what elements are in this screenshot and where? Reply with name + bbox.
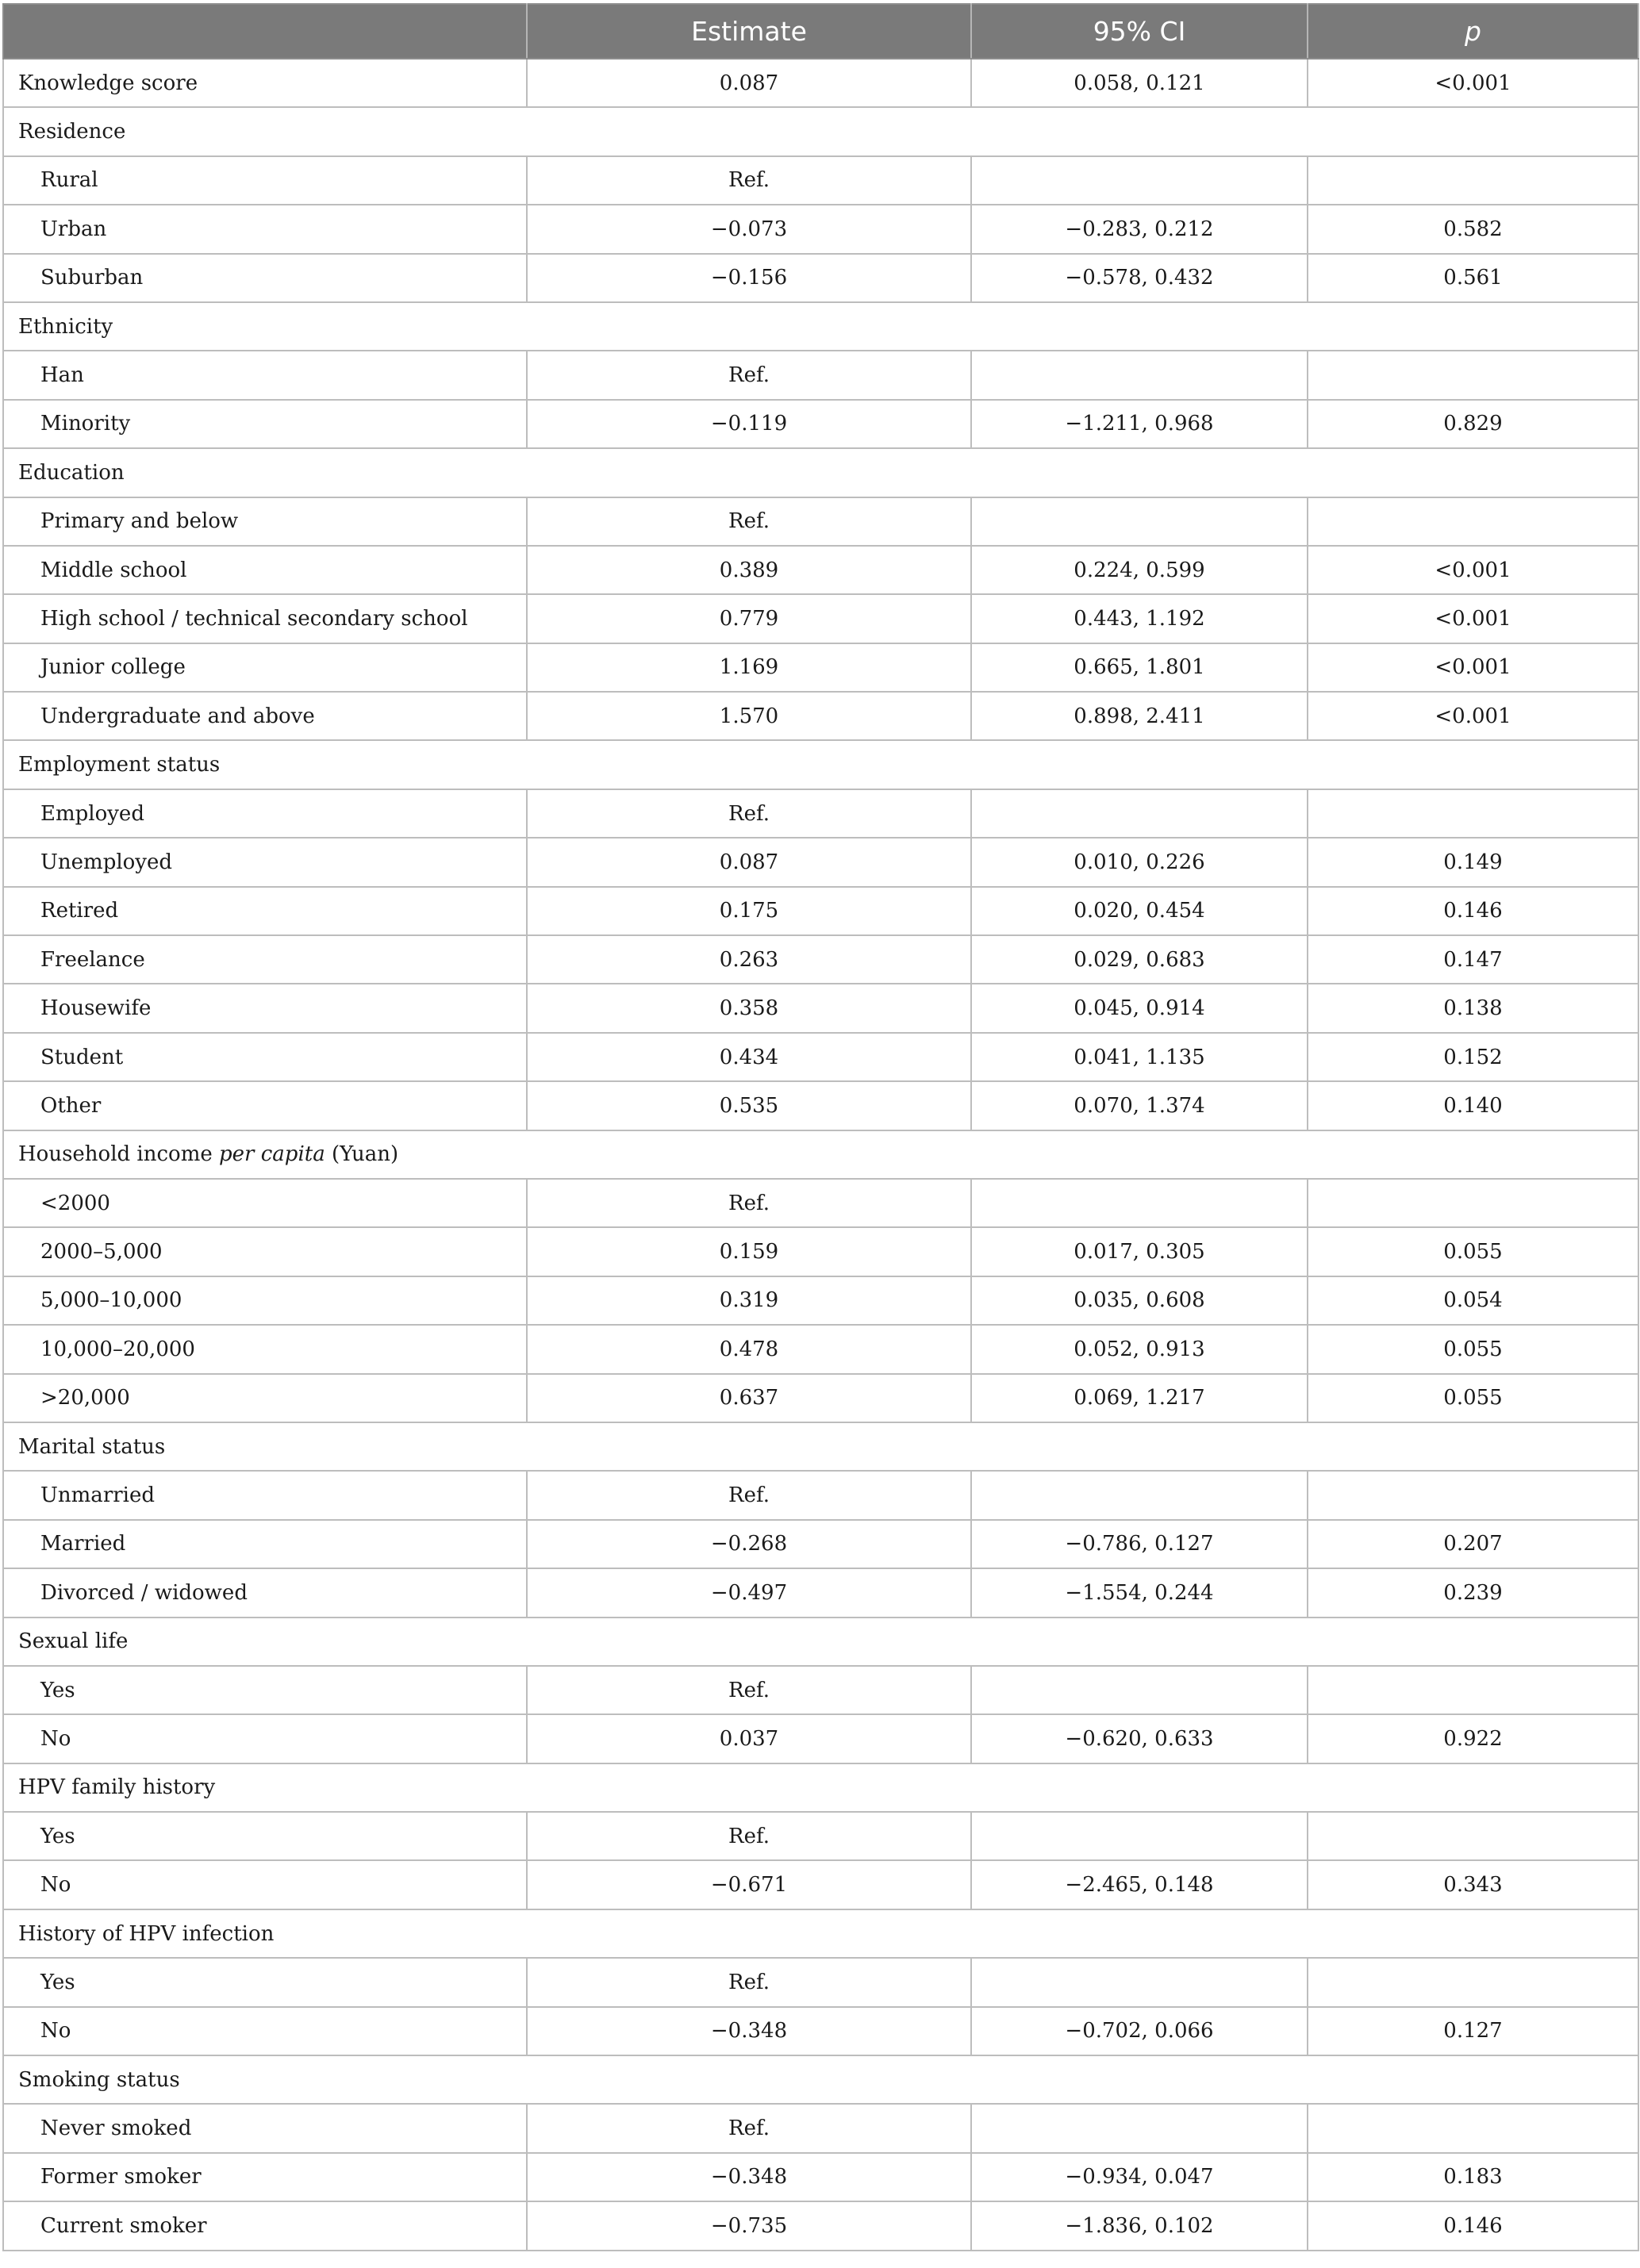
ci-cell: 0.041, 1.135 <box>971 1033 1308 1081</box>
ci-cell: 0.224, 0.599 <box>971 546 1308 594</box>
estimate-cell: −0.671 <box>527 1860 971 1909</box>
ci-cell: 0.052, 0.913 <box>971 1325 1308 1373</box>
p-value-cell: 0.055 <box>1308 1227 1638 1276</box>
category-row <box>3 351 1638 399</box>
estimate-cell: 0.389 <box>527 546 971 594</box>
category-row <box>3 205 1638 253</box>
ci-cell <box>971 1471 1308 1519</box>
row-label: Yes <box>3 1812 527 1860</box>
p-value-cell <box>1308 789 1638 838</box>
estimate-cell: Ref. <box>527 497 971 546</box>
group-label-text: History of HPV infection <box>18 1921 275 1946</box>
row-label: No <box>3 1860 527 1909</box>
p-value-cell: 0.147 <box>1308 935 1638 984</box>
row-label: No <box>3 2007 527 2055</box>
p-value-cell: 0.922 <box>1308 1714 1638 1763</box>
row-label: Other <box>3 1081 527 1130</box>
row-label: Freelance <box>3 935 527 984</box>
group-label <box>3 448 1638 497</box>
category-row <box>3 887 1638 935</box>
estimate-cell: −0.073 <box>527 205 971 253</box>
category-row <box>3 2104 1638 2152</box>
p-value-cell: 0.343 <box>1308 1860 1638 1909</box>
p-value-cell <box>1308 156 1638 205</box>
category-row <box>3 546 1638 594</box>
group-label-italic: per capita <box>219 1142 325 1167</box>
group-label-text: Smoking status <box>18 2067 180 2092</box>
category-row <box>3 254 1638 302</box>
category-row <box>3 1958 1638 2006</box>
category-row <box>3 1812 1638 1860</box>
group-header-row <box>3 448 1638 497</box>
p-value-cell: 0.140 <box>1308 1081 1638 1130</box>
group-label <box>3 1130 1638 1179</box>
estimate-cell: Ref. <box>527 351 971 399</box>
row-label: Primary and below <box>3 497 527 546</box>
estimate-cell: 1.169 <box>527 643 971 692</box>
group-label <box>3 1422 1638 1471</box>
category-row <box>3 692 1638 740</box>
category-row <box>3 1520 1638 1568</box>
estimate-cell: −0.348 <box>527 2007 971 2055</box>
category-row <box>3 1081 1638 1130</box>
ci-cell: 0.029, 0.683 <box>971 935 1308 984</box>
estimate-cell: Ref. <box>527 1666 971 1714</box>
row-label: Housewife <box>3 984 527 1032</box>
header-ci: 95% CI <box>971 4 1308 59</box>
category-row <box>3 2153 1638 2201</box>
ci-cell <box>971 789 1308 838</box>
table-body <box>3 59 1638 2251</box>
estimate-cell: −0.268 <box>527 1520 971 1568</box>
estimate-cell: 0.159 <box>527 1227 971 1276</box>
row-label: High school / technical secondary school <box>3 594 527 643</box>
row-label: Unemployed <box>3 838 527 886</box>
estimate-cell: Ref. <box>527 1179 971 1227</box>
header-row <box>3 4 1638 59</box>
group-label-text: Education <box>18 460 125 485</box>
row-label: Retired <box>3 887 527 935</box>
group-label-text: Sexual life <box>18 1629 129 1654</box>
header-p-value: p <box>1308 4 1638 59</box>
p-value-cell: 0.829 <box>1308 400 1638 448</box>
ci-cell: 0.069, 1.217 <box>971 1374 1308 1422</box>
header-variable <box>3 4 527 59</box>
estimate-cell: Ref. <box>527 1958 971 2006</box>
row-label: Han <box>3 351 527 399</box>
ci-cell: −0.578, 0.432 <box>971 254 1308 302</box>
estimate-cell: −0.119 <box>527 400 971 448</box>
group-label-text: HPV family history <box>18 1775 216 1800</box>
row-label: Former smoker <box>3 2153 527 2201</box>
estimate-cell: 0.319 <box>527 1276 971 1325</box>
row-label: Yes <box>3 1666 527 1714</box>
ci-cell <box>971 1179 1308 1227</box>
ci-cell: 0.898, 2.411 <box>971 692 1308 740</box>
row-label: Urban <box>3 205 527 253</box>
ci-cell <box>971 1958 1308 2006</box>
category-row <box>3 1033 1638 1081</box>
group-label-text: Household income <box>18 1142 220 1167</box>
category-row <box>3 2007 1638 2055</box>
category-row <box>3 594 1638 643</box>
category-row <box>3 1568 1638 1617</box>
p-value-cell: <0.001 <box>1308 546 1638 594</box>
group-label-text: Residence <box>18 120 126 144</box>
category-row <box>3 789 1638 838</box>
category-row <box>3 1179 1638 1227</box>
category-row <box>3 984 1638 1032</box>
category-row <box>3 1860 1638 1909</box>
ci-cell: 0.665, 1.801 <box>971 643 1308 692</box>
category-row <box>3 838 1638 886</box>
ci-cell: −1.836, 0.102 <box>971 2201 1308 2250</box>
p-value-cell: <0.001 <box>1308 692 1638 740</box>
category-row <box>3 156 1638 205</box>
estimate-cell: Ref. <box>527 1812 971 1860</box>
group-header-row <box>3 302 1638 351</box>
row-label: Rural <box>3 156 527 205</box>
estimate-cell: 0.637 <box>527 1374 971 1422</box>
group-header-row <box>3 740 1638 789</box>
ci-cell: 0.010, 0.226 <box>971 838 1308 886</box>
group-label <box>3 107 1638 155</box>
estimate-cell: −0.348 <box>527 2153 971 2201</box>
group-header-row <box>3 107 1638 155</box>
category-row <box>3 935 1638 984</box>
row-label: Minority <box>3 400 527 448</box>
category-row <box>3 1227 1638 1276</box>
estimate-cell: 0.263 <box>527 935 971 984</box>
ci-cell <box>971 2104 1308 2152</box>
ci-cell: 0.070, 1.374 <box>971 1081 1308 1130</box>
estimate-cell: −0.156 <box>527 254 971 302</box>
category-row <box>3 497 1638 546</box>
p-value-cell <box>1308 1958 1638 2006</box>
row-label: Yes <box>3 1958 527 2006</box>
row-label: Never smoked <box>3 2104 527 2152</box>
ci-cell <box>971 351 1308 399</box>
p-value-cell: 0.207 <box>1308 1520 1638 1568</box>
ci-cell: −0.283, 0.212 <box>971 205 1308 253</box>
estimate-cell: 0.087 <box>527 59 971 107</box>
p-value-cell: <0.001 <box>1308 59 1638 107</box>
ci-cell: 0.443, 1.192 <box>971 594 1308 643</box>
row-label: 10,000–20,000 <box>3 1325 527 1373</box>
p-value-cell: 0.055 <box>1308 1374 1638 1422</box>
ci-cell: −1.211, 0.968 <box>971 400 1308 448</box>
group-label <box>3 1763 1638 1812</box>
ci-cell: −0.702, 0.066 <box>971 2007 1308 2055</box>
p-value-cell <box>1308 2104 1638 2152</box>
header-estimate: Estimate <box>527 4 971 59</box>
ci-cell <box>971 1666 1308 1714</box>
group-header-row <box>3 1618 1638 1666</box>
group-header-row <box>3 2055 1638 2104</box>
ci-cell: 0.035, 0.608 <box>971 1276 1308 1325</box>
estimate-cell: 0.175 <box>527 887 971 935</box>
p-value-cell: 0.138 <box>1308 984 1638 1032</box>
group-label <box>3 740 1638 789</box>
row-label: Married <box>3 1520 527 1568</box>
p-value-cell <box>1308 1812 1638 1860</box>
row-label: >20,000 <box>3 1374 527 1422</box>
estimate-cell: 0.535 <box>527 1081 971 1130</box>
table-header <box>3 4 1638 59</box>
p-value-cell: <0.001 <box>1308 643 1638 692</box>
ci-cell: −0.620, 0.633 <box>971 1714 1308 1763</box>
category-row <box>3 1471 1638 1519</box>
category-row <box>3 2201 1638 2250</box>
row-label: Undergraduate and above <box>3 692 527 740</box>
p-value-cell: 0.152 <box>1308 1033 1638 1081</box>
p-value-cell <box>1308 1179 1638 1227</box>
group-label <box>3 302 1638 351</box>
row-label: Employed <box>3 789 527 838</box>
estimate-cell: 0.779 <box>527 594 971 643</box>
p-value-cell <box>1308 1666 1638 1714</box>
p-value-cell <box>1308 1471 1638 1519</box>
estimate-cell: Ref. <box>527 2104 971 2152</box>
p-value-cell: 0.149 <box>1308 838 1638 886</box>
ci-cell: 0.045, 0.914 <box>971 984 1308 1032</box>
estimate-cell: 0.434 <box>527 1033 971 1081</box>
row-label: 2000–5,000 <box>3 1227 527 1276</box>
p-value-cell: 0.239 <box>1308 1568 1638 1617</box>
row-label: Knowledge score <box>3 59 527 107</box>
group-label-text: Ethnicity <box>18 314 113 339</box>
p-value-cell <box>1308 351 1638 399</box>
estimate-cell: Ref. <box>527 789 971 838</box>
ci-cell <box>971 156 1308 205</box>
regression-table-container <box>2 3 1638 2251</box>
group-label-suffix: (Yuan) <box>325 1142 399 1167</box>
estimate-cell: 0.037 <box>527 1714 971 1763</box>
estimate-cell: −0.735 <box>527 2201 971 2250</box>
p-value-cell: 0.146 <box>1308 2201 1638 2250</box>
row-label: Student <box>3 1033 527 1081</box>
ci-cell: −1.554, 0.244 <box>971 1568 1308 1617</box>
group-header-row <box>3 1130 1638 1179</box>
p-value-cell: <0.001 <box>1308 594 1638 643</box>
estimate-cell: 0.087 <box>527 838 971 886</box>
group-label <box>3 1618 1638 1666</box>
group-label-text: Employment status <box>18 753 221 777</box>
category-row <box>3 1714 1638 1763</box>
row-label: No <box>3 1714 527 1763</box>
row-label: Junior college <box>3 643 527 692</box>
category-row <box>3 1276 1638 1325</box>
ci-cell: 0.017, 0.305 <box>971 1227 1308 1276</box>
ci-cell <box>971 497 1308 546</box>
estimate-cell: 0.358 <box>527 984 971 1032</box>
category-row <box>3 1374 1638 1422</box>
p-value-cell: 0.146 <box>1308 887 1638 935</box>
estimate-cell: −0.497 <box>527 1568 971 1617</box>
p-value-cell <box>1308 497 1638 546</box>
ci-cell: 0.058, 0.121 <box>971 59 1308 107</box>
category-row <box>3 1325 1638 1373</box>
category-row <box>3 400 1638 448</box>
row-label: Unmarried <box>3 1471 527 1519</box>
p-value-cell: 0.582 <box>1308 205 1638 253</box>
row-label: Divorced / widowed <box>3 1568 527 1617</box>
category-row <box>3 643 1638 692</box>
estimate-cell: 0.478 <box>527 1325 971 1373</box>
row-label: 5,000–10,000 <box>3 1276 527 1325</box>
p-value-cell: 0.183 <box>1308 2153 1638 2201</box>
estimate-cell: 1.570 <box>527 692 971 740</box>
regression-table <box>2 3 1639 2251</box>
category-row <box>3 1666 1638 1714</box>
group-label-text: Marital status <box>18 1434 166 1459</box>
estimate-cell: Ref. <box>527 156 971 205</box>
ci-cell: −0.934, 0.047 <box>971 2153 1308 2201</box>
ci-cell: −0.786, 0.127 <box>971 1520 1308 1568</box>
p-value-cell: 0.055 <box>1308 1325 1638 1373</box>
group-header-row <box>3 1909 1638 1958</box>
p-value-cell: 0.127 <box>1308 2007 1638 2055</box>
row-label: <2000 <box>3 1179 527 1227</box>
row-label: Middle school <box>3 546 527 594</box>
estimate-cell: Ref. <box>527 1471 971 1519</box>
group-header-row <box>3 1422 1638 1471</box>
group-label <box>3 2055 1638 2104</box>
variable-row <box>3 59 1638 107</box>
ci-cell: 0.020, 0.454 <box>971 887 1308 935</box>
group-header-row <box>3 1763 1638 1812</box>
ci-cell: −2.465, 0.148 <box>971 1860 1308 1909</box>
ci-cell <box>971 1812 1308 1860</box>
p-value-cell: 0.054 <box>1308 1276 1638 1325</box>
p-value-cell: 0.561 <box>1308 254 1638 302</box>
row-label: Current smoker <box>3 2201 527 2250</box>
row-label: Suburban <box>3 254 527 302</box>
group-label <box>3 1909 1638 1958</box>
